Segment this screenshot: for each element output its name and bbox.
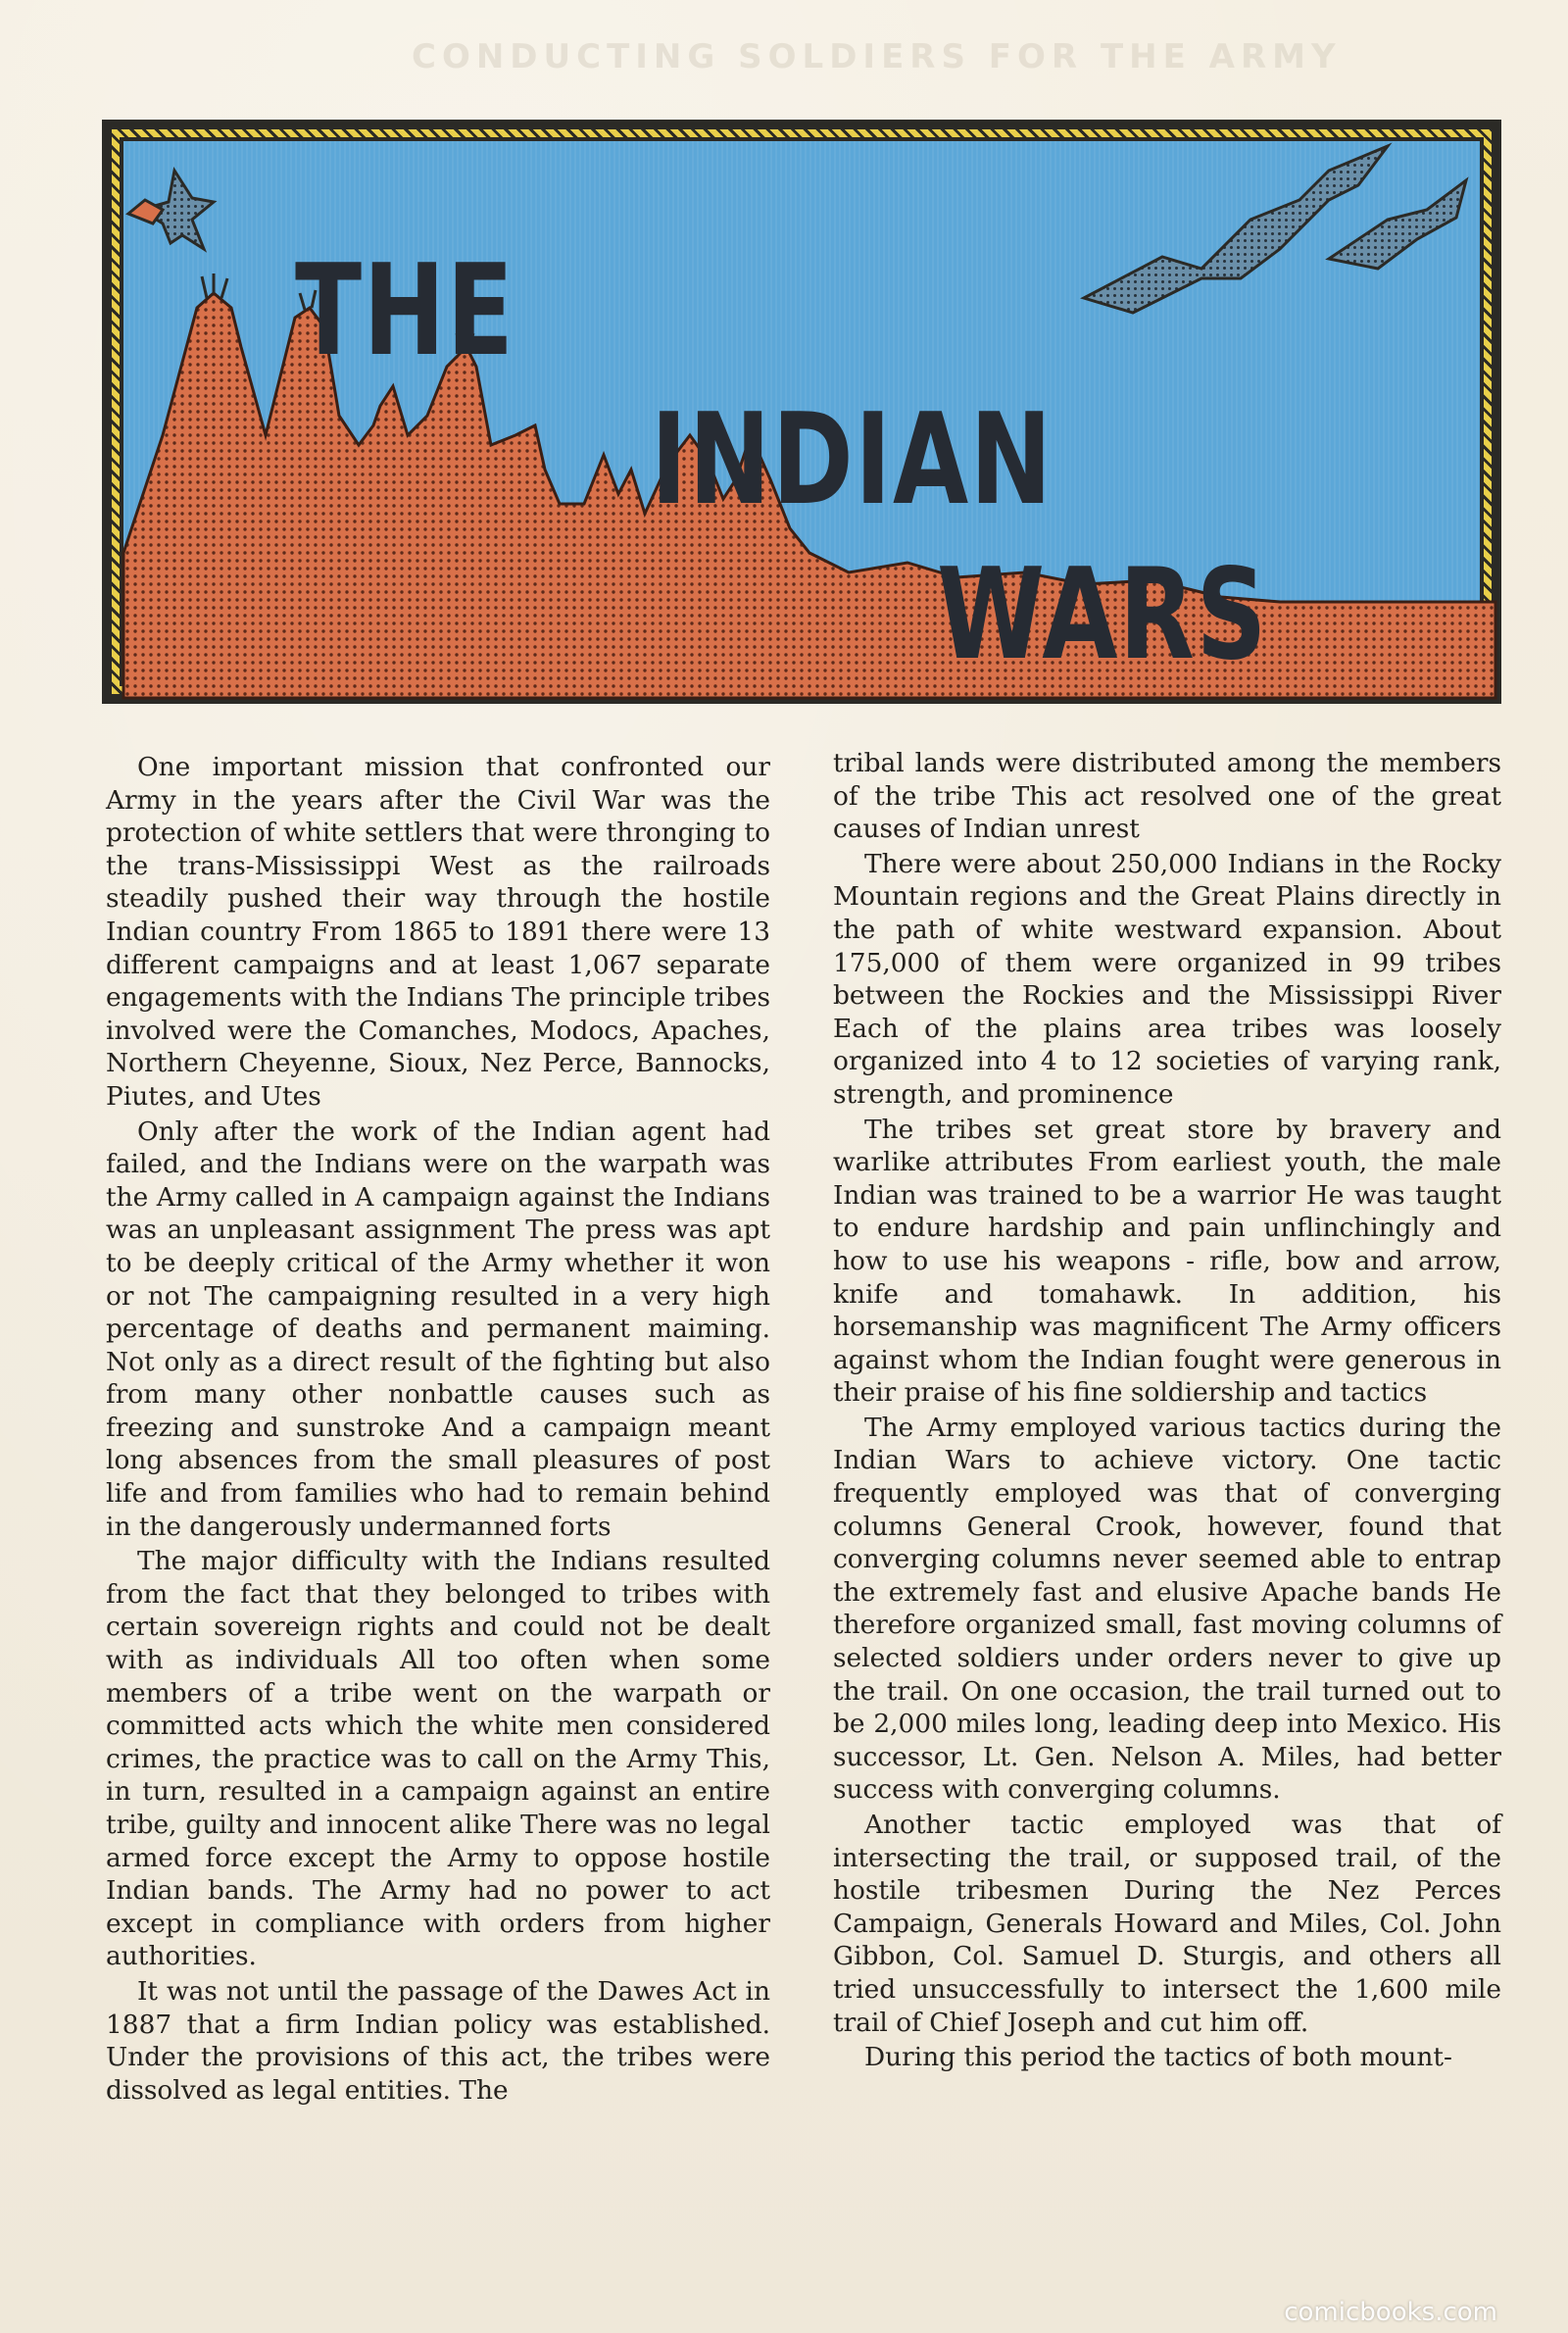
- paragraph: tribal lands were distributed among the members of the tribe This act resolved one of the great causes of Indian unrest: [833, 748, 1501, 845]
- title-word-indian: INDIAN: [651, 387, 1054, 533]
- left-column: [106, 751, 770, 2109]
- title-word-the: THE: [295, 238, 515, 384]
- paragraph: One important mission that confronted our Army in the years after the Civil War was the protection of white settlers that were thronging to the trans-Mississippi West as the railroads steadily pushed their way through the hostile Indian country From 1865 to 1891 there were 13 different campaigns and at least 1,067 separate engagements with the Indians The principle tribes involved were the Comanches, Modocs, Apaches, Northern Cheyenne, Sioux, Nez Perce, Bannocks, Piutes, and Utes: [106, 752, 770, 1112]
- paragraph: There were about 250,000 Indians in the Rocky Mountain regions and the Great Plains directly in the path of white westward expansion. About 175,000 of them were organized in 99 tribes between the Rockies and the Mississippi River Each of the plains area tribes was loosely organized into 4 to 12 societies of varying rank, strength, and prominence: [833, 848, 1501, 1110]
- paragraph: Another tactic employed was that of intersecting the trail, or supposed trail, of the hostile tribesmen During the Nez Perces Campaign, Generals Howard and Miles, Col. John Gibbon, Col. Samuel D. Sturgis, and others all tried unsuccessfully to intersect the 1,600 mile trail of Chief Joseph and cut him off.: [833, 1810, 1501, 2038]
- site-watermark: comicbooks.com: [1284, 2298, 1497, 2327]
- paragraph: It was not until the passage of the Dawes Act in 1887 that a firm Indian policy was established. Under the provisions of this act, the tribes were dissolved as legal entities. The: [106, 1975, 770, 2106]
- thunderbird-icon: [128, 171, 214, 249]
- paragraph: During this period the tactics of both mount-: [864, 2042, 1452, 2073]
- title-word-wars: WARS: [937, 542, 1268, 688]
- paragraph: The major difficulty with the Indians resulted from the fact that they belonged to tribes with certain sovereign rights and could not be dealt with as individuals All too often when some members of a tribe went on the warpath or committed acts which the white men considered crimes, the practice was to call on the Army This, in turn, resulted in a campaign against an entire tribe, guilty and innocent alike There was no legal armed force except the Army to oppose hostile Indian bands. The Army had no power to act except in compliance with orders from higher authorities.: [106, 1546, 770, 1972]
- faint-page-header: CONDUCTING SOLDIERS FOR THE ARMY: [412, 37, 1342, 76]
- paragraph: Only after the work of the Indian agent had failed, and the Indians were on the warpath was the Army called in A campaign against the Indians was an unpleasant assignment The press was apt to be deeply critical of the Army whether it won or not The campaigning resulted in a very high percentage of deaths and permanent maiming. Not only as a direct result of the fighting but also from many other nonbattle causes such as freezing and sunstroke And a campaign meant long absences from the small pleasures of post life and from families who had to remain behind in the dangerously undermanned forts: [106, 1116, 770, 1542]
- paragraph: The tribes set great store by bravery and warlike attributes From earliest youth, the male Indian was trained to be a warrior He was taught to endure hardship and pain unflinchingly and how to use his weapons - rifle, bow and arrow, knife and tomahawk. In addition, his horsemanship was magnificent The Army officers against whom the Indian fought were generous in their praise of his fine soldiership and tactics: [833, 1114, 1501, 1409]
- lightning-bolt-icon: [1084, 146, 1466, 313]
- title-panel: [102, 120, 1501, 704]
- title-panel-sky: [120, 137, 1484, 686]
- right-column: [833, 747, 1501, 2076]
- paragraph: The Army employed various tactics during the Indian Wars to achieve victory. One tactic frequently employed was that of converging columns General Crook, however, found that converging columns never seemed able to entrap the extremely fast and elusive Apache bands He therefore organized small, fast moving columns of selected soldiers under orders never to give up the trail. On one occasion, the trail turned out to be 2,000 miles long, leading deep into Mexico. His successor, Lt. Gen. Nelson A. Miles, had better success with converging columns.: [833, 1412, 1501, 1806]
